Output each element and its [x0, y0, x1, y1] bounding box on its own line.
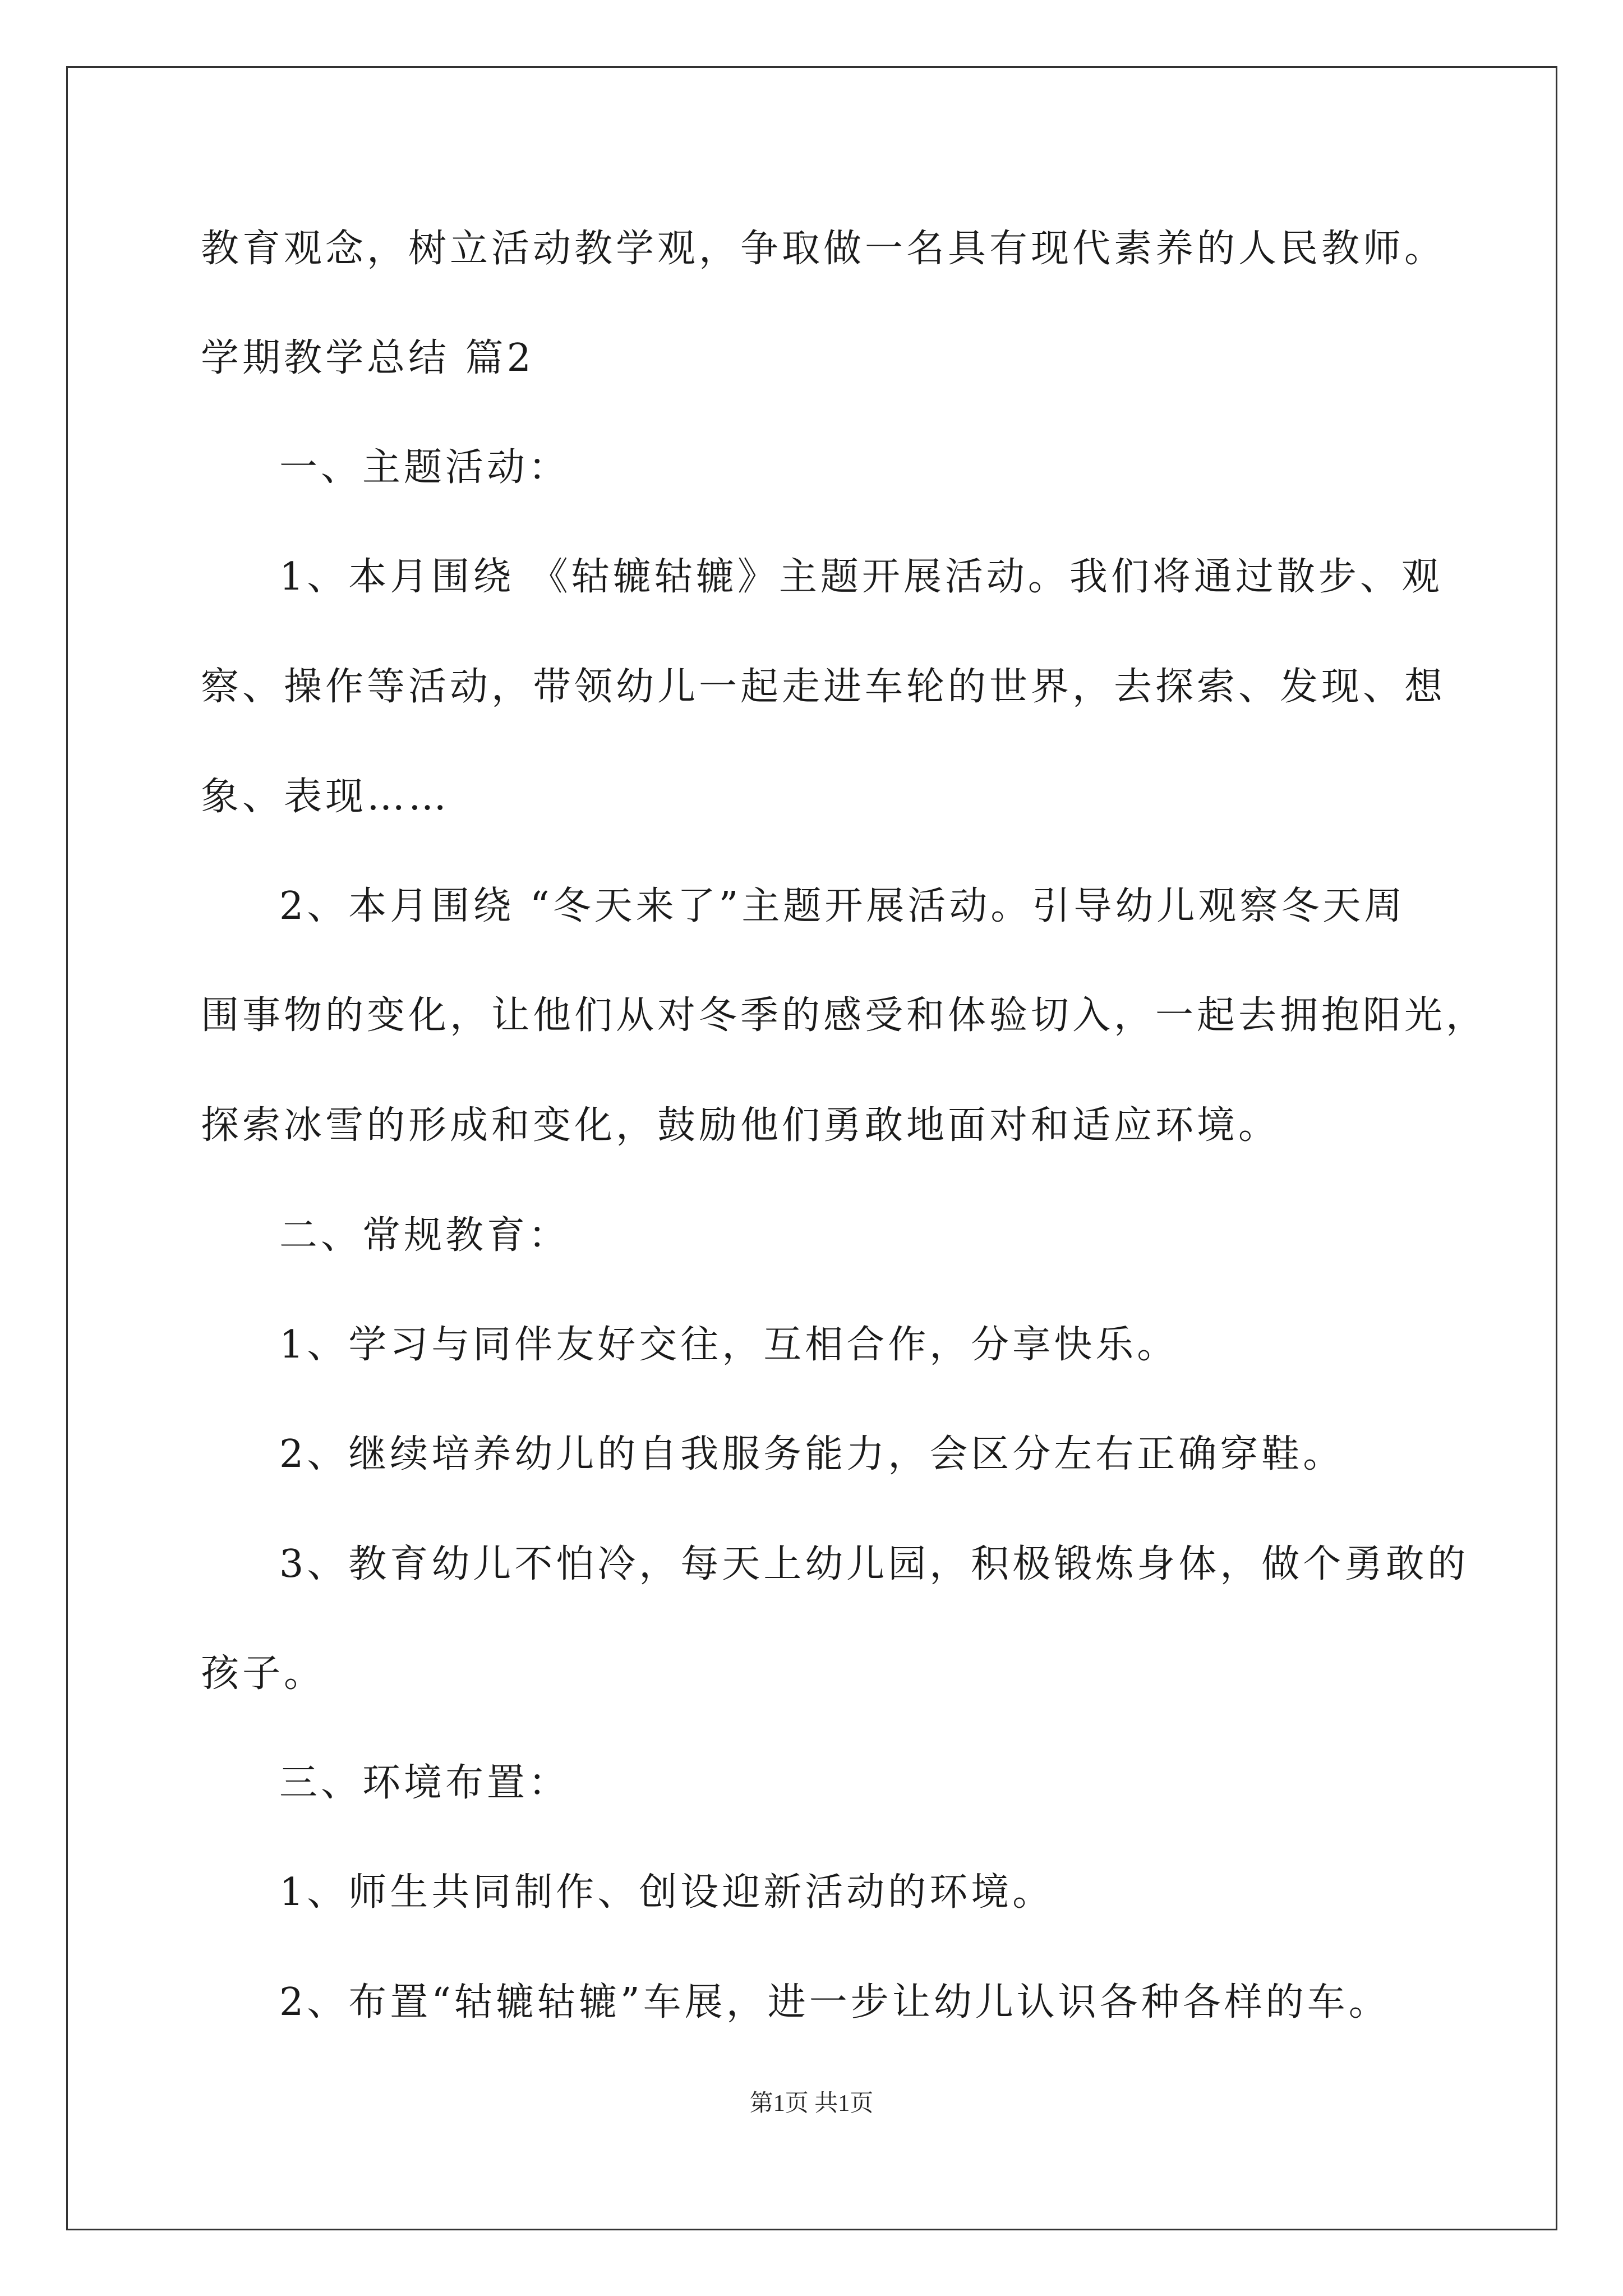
- text-line: 探索冰雪的形成和变化，鼓励他们勇敢地面对和适应环境。: [201, 1103, 1280, 1148]
- subsection-heading: 一、主题活动：: [279, 445, 570, 490]
- text-line: 教育观念，树立活动教学观，争取做一名具有现代素养的人民教师。: [201, 227, 1446, 271]
- text-line: 孩子。: [201, 1651, 326, 1696]
- text-line: 1、师生共同制作、创设迎新活动的环境。: [279, 1870, 1054, 1915]
- text-line: 1、本月围绕 《轱辘轱辘》主题开展活动。我们将通过散步、观: [279, 555, 1443, 599]
- text-line: 围事物的变化，让他们从对冬季的感受和体验切入，一起去拥抱阳光，: [201, 993, 1488, 1038]
- page-footer: 第1页 共1页: [749, 2091, 874, 2116]
- text-line: 1、学习与同伴友好交往，互相合作，分享快乐。: [279, 1323, 1179, 1367]
- text-line: 2、本月围绕 “冬天来了”主题开展活动。引导幼儿观察冬天周: [279, 884, 1406, 928]
- text-line: 2、继续培养幼儿的自我服务能力，会区分左右正确穿鞋。: [279, 1432, 1345, 1476]
- text-line: 象、表现……: [201, 775, 450, 819]
- subsection-heading: 三、环境布置：: [279, 1761, 570, 1805]
- subsection-heading: 二、常规教育：: [279, 1213, 570, 1258]
- section-heading: 学期教学总结 篇2: [201, 336, 534, 380]
- text-line: 2、布置“轱辘轱辘”车展，进一步让幼儿认识各种各样的车。: [279, 1980, 1390, 2024]
- text-line: 察、操作等活动，带领幼儿一起走进车轮的世界，去探索、发现、想: [201, 665, 1446, 709]
- text-line: 3、教育幼儿不怕冷，每天上幼儿园，积极锻炼身体，做个勇敢的: [279, 1542, 1469, 1586]
